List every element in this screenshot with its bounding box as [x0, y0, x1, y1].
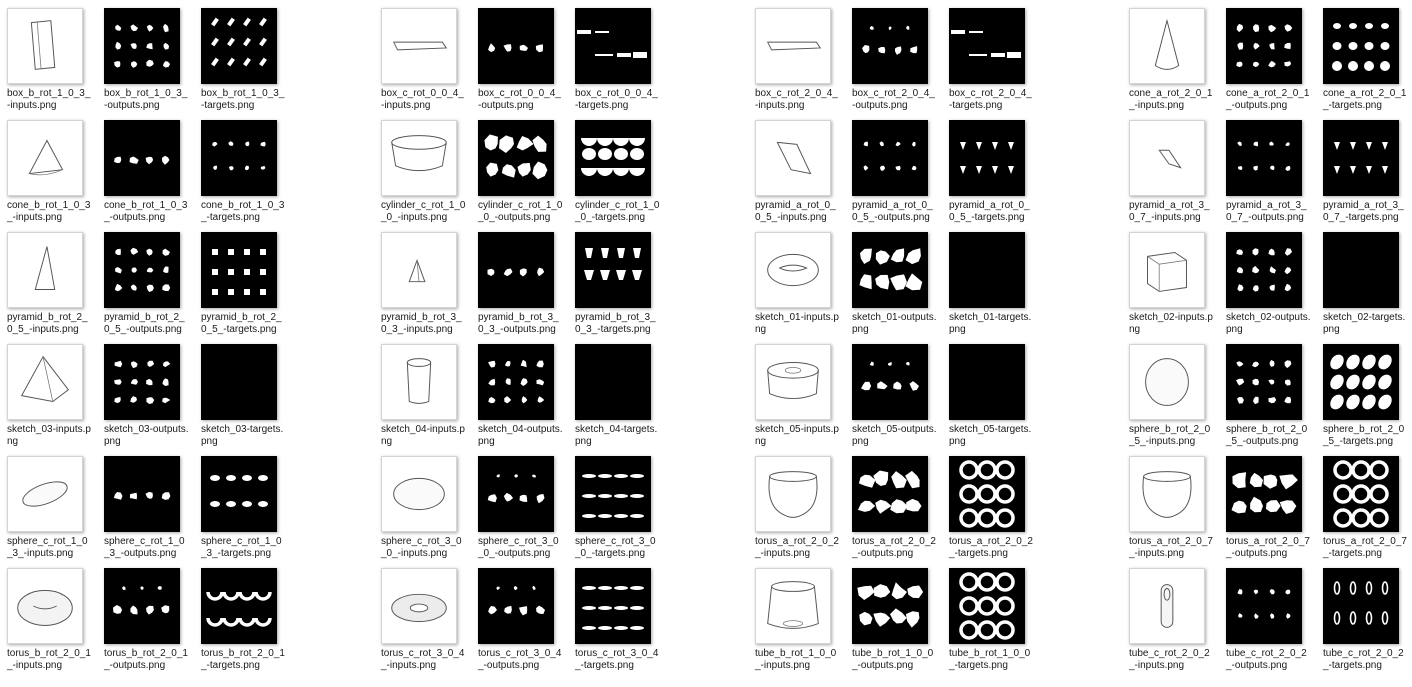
file-name: box_b_rot_1_0_3_-targets.png: [201, 88, 285, 111]
file-name: sketch_01-inputs.png: [755, 312, 839, 335]
mask-image: [852, 456, 928, 532]
file-item[interactable]: [374, 112, 466, 222]
file-thumbnail: [1323, 456, 1399, 532]
mask-image: [949, 568, 1025, 644]
file-thumbnail: [201, 344, 277, 420]
mask-image: [575, 232, 651, 308]
mask-image: [575, 456, 651, 532]
mask-image: [104, 456, 180, 532]
mask-image: [201, 456, 277, 532]
file-name: box_c_rot_2_0_4_-targets.png: [949, 88, 1032, 111]
file-thumbnail: [1323, 232, 1399, 308]
file-thumbnail: [7, 456, 83, 532]
mask-image: [478, 456, 554, 532]
file-name: torus_a_rot_2_0_7_-inputs.png: [1129, 536, 1213, 559]
file-item[interactable]: [471, 112, 563, 222]
mask-image: [575, 8, 651, 84]
file-item[interactable]: [194, 0, 286, 110]
mask-image: [949, 456, 1025, 532]
file-name: torus_a_rot_2_0_2_-targets.png: [949, 536, 1033, 559]
file-thumbnail: [1226, 8, 1302, 84]
file-item[interactable]: [942, 448, 1034, 558]
file-thumbnail: [1226, 568, 1302, 644]
file-name: cone_b_rot_1_0_3_-targets.png: [201, 200, 285, 223]
file-name: cylinder_c_rot_1_0_0_-outputs.png: [478, 200, 563, 223]
file-name: tube_c_rot_2_0_2_-inputs.png: [1129, 648, 1210, 671]
shape-drawing: [8, 9, 82, 83]
file-item[interactable]: [845, 112, 937, 222]
file-thumbnail: [201, 568, 277, 644]
mask-image: [478, 8, 554, 84]
shape-drawing: [756, 9, 830, 83]
mask-image: [104, 120, 180, 196]
file-name: sphere_b_rot_2_0_5_-inputs.png: [1129, 424, 1211, 447]
shape-drawing: [1130, 345, 1204, 419]
mask-image: [1323, 568, 1399, 644]
file-name: sphere_c_rot_3_0_0_-inputs.png: [381, 536, 462, 559]
file-thumbnail: [852, 568, 928, 644]
file-thumbnail: [104, 8, 180, 84]
file-name: sketch_01-targets.png: [949, 312, 1032, 335]
file-item[interactable]: [568, 336, 660, 446]
file-name: tube_b_rot_1_0_0_-inputs.png: [755, 648, 837, 671]
file-item[interactable]: [748, 560, 840, 670]
file-thumbnail: [7, 232, 83, 308]
file-name: tube_c_rot_2_0_2_-outputs.png: [1226, 648, 1307, 671]
shape-drawing: [1130, 9, 1204, 83]
file-name: sketch_01-outputs.png: [852, 312, 937, 335]
file-thumbnail: [949, 456, 1025, 532]
shape-drawing: [382, 345, 456, 419]
file-name: pyramid_b_rot_2_0_5_-outputs.png: [104, 312, 185, 335]
mask-image: [575, 568, 651, 644]
file-name: pyramid_a_rot_3_0_7_-outputs.png: [1226, 200, 1307, 223]
file-thumbnail: [755, 120, 831, 196]
file-name: torus_c_rot_3_0_4_-inputs.png: [381, 648, 465, 671]
file-thumbnail: [1129, 568, 1205, 644]
file-name: box_c_rot_0_0_4_-targets.png: [575, 88, 658, 111]
file-item[interactable]: [568, 448, 660, 558]
file-item[interactable]: [942, 112, 1034, 222]
file-name: sketch_05-inputs.png: [755, 424, 839, 447]
file-name: tube_b_rot_1_0_0_-outputs.png: [852, 648, 934, 671]
file-name: sphere_c_rot_1_0_3_-outputs.png: [104, 536, 185, 559]
file-name: sphere_c_rot_3_0_0_-targets.png: [575, 536, 656, 559]
file-thumbnail: [104, 120, 180, 196]
file-item[interactable]: [374, 224, 466, 334]
file-item[interactable]: [1122, 336, 1214, 446]
file-item[interactable]: [194, 560, 286, 670]
file-item[interactable]: [471, 448, 563, 558]
file-name: box_c_rot_0_0_4_-inputs.png: [381, 88, 464, 111]
file-thumbnail: [755, 568, 831, 644]
mask-image: [1226, 456, 1302, 532]
mask-image: [1226, 568, 1302, 644]
mask-image: [478, 568, 554, 644]
mask-image: [1226, 232, 1302, 308]
file-item[interactable]: [1219, 560, 1311, 670]
file-thumbnail: [201, 456, 277, 532]
file-thumbnail: [381, 232, 457, 308]
file-name: torus_b_rot_2_0_1_-outputs.png: [104, 648, 188, 671]
file-thumbnail: [1323, 8, 1399, 84]
file-thumbnail: [478, 344, 554, 420]
file-item[interactable]: [568, 112, 660, 222]
file-item[interactable]: [0, 0, 92, 110]
file-item[interactable]: [1316, 448, 1408, 558]
file-name: torus_c_rot_3_0_4_-targets.png: [575, 648, 659, 671]
file-name: sketch_04-outputs.png: [478, 424, 563, 447]
file-thumbnail: [7, 120, 83, 196]
file-thumbnail: [575, 568, 651, 644]
file-item[interactable]: [1219, 336, 1311, 446]
file-thumbnail: [381, 568, 457, 644]
file-item[interactable]: [845, 336, 937, 446]
file-item[interactable]: [845, 0, 937, 110]
file-item[interactable]: [0, 560, 92, 670]
file-name: torus_c_rot_3_0_4_-outputs.png: [478, 648, 562, 671]
mask-image: [478, 232, 554, 308]
file-name: pyramid_a_rot_0_0_5_-inputs.png: [755, 200, 836, 223]
file-name: pyramid_a_rot_0_0_5_-targets.png: [949, 200, 1030, 223]
file-item[interactable]: [748, 0, 840, 110]
file-name: sketch_05-targets.png: [949, 424, 1032, 447]
file-thumbnail: [852, 8, 928, 84]
file-item[interactable]: [942, 224, 1034, 334]
file-item[interactable]: [942, 336, 1034, 446]
file-thumbnail: [852, 232, 928, 308]
file-item[interactable]: [845, 224, 937, 334]
file-item[interactable]: [1122, 224, 1214, 334]
mask-image: [1323, 232, 1399, 308]
shape-drawing: [8, 233, 82, 307]
file-thumbnail: [478, 8, 554, 84]
file-thumbnail: [575, 8, 651, 84]
file-thumbnail: [755, 8, 831, 84]
file-thumbnail: [1129, 344, 1205, 420]
file-thumbnail: [755, 344, 831, 420]
file-item[interactable]: [1316, 224, 1408, 334]
file-name: cone_a_rot_2_0_1_-inputs.png: [1129, 88, 1213, 111]
file-thumbnail: [1226, 232, 1302, 308]
file-name: cylinder_c_rot_1_0_0_-targets.png: [575, 200, 660, 223]
mask-image: [852, 568, 928, 644]
mask-image: [104, 232, 180, 308]
file-name: box_b_rot_1_0_3_-outputs.png: [104, 88, 188, 111]
file-thumbnail: [381, 344, 457, 420]
file-thumbnail: [104, 568, 180, 644]
shape-drawing: [382, 121, 456, 195]
file-thumbnail: [1129, 8, 1205, 84]
mask-image: [949, 232, 1025, 308]
file-item[interactable]: [374, 0, 466, 110]
file-item[interactable]: [471, 0, 563, 110]
mask-image: [201, 232, 277, 308]
file-thumbnail: [478, 232, 554, 308]
file-name: sketch_03-inputs.png: [7, 424, 91, 447]
file-thumbnail: [381, 120, 457, 196]
shape-drawing: [8, 345, 82, 419]
file-item[interactable]: [568, 0, 660, 110]
shape-drawing: [756, 233, 830, 307]
file-name: torus_a_rot_2_0_7_-targets.png: [1323, 536, 1407, 559]
file-name: pyramid_b_rot_3_0_3_-inputs.png: [381, 312, 462, 335]
file-thumbnail: [7, 344, 83, 420]
file-name: torus_a_rot_2_0_7_-outputs.png: [1226, 536, 1310, 559]
file-name: sketch_02-outputs.png: [1226, 312, 1311, 335]
mask-image: [1323, 8, 1399, 84]
file-item[interactable]: [97, 448, 189, 558]
mask-image: [575, 344, 651, 420]
mask-image: [1323, 120, 1399, 196]
file-name: cylinder_c_rot_1_0_0_-inputs.png: [381, 200, 466, 223]
file-item[interactable]: [194, 112, 286, 222]
shape-drawing: [382, 569, 456, 643]
file-item[interactable]: [748, 336, 840, 446]
file-name: cone_b_rot_1_0_3_-outputs.png: [104, 200, 188, 223]
mask-image: [104, 344, 180, 420]
file-thumbnail: [478, 456, 554, 532]
file-item[interactable]: [1219, 0, 1311, 110]
file-thumbnail: [7, 568, 83, 644]
mask-image: [1226, 344, 1302, 420]
mask-image: [201, 344, 277, 420]
file-item[interactable]: [845, 448, 937, 558]
file-thumbnail: [949, 8, 1025, 84]
mask-image: [949, 120, 1025, 196]
shape-drawing: [756, 457, 830, 531]
file-name: sketch_04-targets.png: [575, 424, 658, 447]
file-item[interactable]: [568, 560, 660, 670]
file-thumbnail: [1323, 120, 1399, 196]
file-name: sphere_b_rot_2_0_5_-outputs.png: [1226, 424, 1308, 447]
file-name: torus_b_rot_2_0_1_-targets.png: [201, 648, 285, 671]
file-item[interactable]: [374, 336, 466, 446]
file-item[interactable]: [471, 224, 563, 334]
shape-drawing: [8, 457, 82, 531]
shape-drawing: [382, 233, 456, 307]
file-thumbnail: [478, 120, 554, 196]
mask-image: [201, 568, 277, 644]
mask-image: [104, 568, 180, 644]
file-name: sphere_c_rot_3_0_0_-outputs.png: [478, 536, 559, 559]
file-name: cone_a_rot_2_0_1_-targets.png: [1323, 88, 1407, 111]
file-item[interactable]: [97, 336, 189, 446]
file-thumbnail: [104, 456, 180, 532]
file-item[interactable]: [97, 112, 189, 222]
file-thumbnail: [575, 456, 651, 532]
file-name: pyramid_b_rot_3_0_3_-outputs.png: [478, 312, 559, 335]
file-name: pyramid_a_rot_0_0_5_-outputs.png: [852, 200, 933, 223]
mask-image: [201, 8, 277, 84]
shape-drawing: [1130, 569, 1204, 643]
file-item[interactable]: [471, 560, 563, 670]
file-item[interactable]: [1316, 112, 1408, 222]
file-item[interactable]: [1122, 0, 1214, 110]
file-name: pyramid_b_rot_2_0_5_-targets.png: [201, 312, 282, 335]
file-name: box_c_rot_2_0_4_-outputs.png: [852, 88, 935, 111]
file-name: box_b_rot_1_0_3_-inputs.png: [7, 88, 91, 111]
file-thumbnail: [1226, 456, 1302, 532]
shape-drawing: [1130, 121, 1204, 195]
file-name: cone_a_rot_2_0_1_-outputs.png: [1226, 88, 1310, 111]
mask-image: [575, 120, 651, 196]
shape-drawing: [756, 569, 830, 643]
mask-image: [1323, 456, 1399, 532]
file-thumbnail: [1129, 232, 1205, 308]
shape-drawing: [756, 121, 830, 195]
file-name: sketch_04-inputs.png: [381, 424, 465, 447]
file-item[interactable]: [97, 224, 189, 334]
file-thumbnail: [949, 232, 1025, 308]
file-name: pyramid_b_rot_2_0_5_-inputs.png: [7, 312, 88, 335]
file-item[interactable]: [748, 112, 840, 222]
shape-drawing: [756, 345, 830, 419]
mask-image: [852, 8, 928, 84]
file-thumbnail: [104, 232, 180, 308]
file-thumbnail: [852, 456, 928, 532]
file-name: sketch_05-outputs.png: [852, 424, 937, 447]
file-thumbnail: [852, 120, 928, 196]
file-name: torus_b_rot_2_0_1_-inputs.png: [7, 648, 91, 671]
file-thumbnail: [201, 120, 277, 196]
file-item[interactable]: [97, 0, 189, 110]
file-item[interactable]: [1219, 448, 1311, 558]
file-name: tube_c_rot_2_0_2_-targets.png: [1323, 648, 1404, 671]
shape-drawing: [8, 569, 82, 643]
shape-drawing: [1130, 457, 1204, 531]
file-name: sketch_03-outputs.png: [104, 424, 189, 447]
file-name: cone_b_rot_1_0_3_-inputs.png: [7, 200, 91, 223]
file-item[interactable]: [942, 560, 1034, 670]
file-name: pyramid_b_rot_3_0_3_-targets.png: [575, 312, 656, 335]
file-thumbnail: [755, 232, 831, 308]
file-thumbnail: [201, 8, 277, 84]
mask-image: [478, 344, 554, 420]
file-item[interactable]: [471, 336, 563, 446]
file-thumbnail: [575, 232, 651, 308]
mask-image: [949, 8, 1025, 84]
file-thumbnail: [949, 120, 1025, 196]
file-thumbnail: [201, 232, 277, 308]
file-item[interactable]: [374, 448, 466, 558]
file-name: sphere_c_rot_1_0_3_-targets.png: [201, 536, 282, 559]
file-item[interactable]: [568, 224, 660, 334]
file-thumbnail: [478, 568, 554, 644]
mask-image: [1226, 120, 1302, 196]
mask-image: [852, 344, 928, 420]
file-thumbnail: [381, 456, 457, 532]
file-name: pyramid_a_rot_3_0_7_-inputs.png: [1129, 200, 1210, 223]
file-thumbnail: [575, 120, 651, 196]
file-thumbnail: [7, 8, 83, 84]
mask-image: [104, 8, 180, 84]
file-item[interactable]: [0, 448, 92, 558]
file-thumbnail: [949, 344, 1025, 420]
shape-drawing: [382, 9, 456, 83]
file-name: sketch_02-inputs.png: [1129, 312, 1213, 335]
file-item[interactable]: [1316, 336, 1408, 446]
shape-drawing: [8, 121, 82, 195]
shape-drawing: [382, 457, 456, 531]
file-thumbnail: [949, 568, 1025, 644]
mask-image: [1323, 344, 1399, 420]
mask-image: [478, 120, 554, 196]
file-name: torus_a_rot_2_0_2_-inputs.png: [755, 536, 839, 559]
file-item[interactable]: [194, 336, 286, 446]
file-item[interactable]: [1122, 448, 1214, 558]
file-thumbnail: [575, 344, 651, 420]
file-item[interactable]: [1219, 112, 1311, 222]
file-item[interactable]: [0, 336, 92, 446]
file-item[interactable]: [0, 112, 92, 222]
file-item[interactable]: [1219, 224, 1311, 334]
file-thumbnail: [1129, 120, 1205, 196]
mask-image: [1226, 8, 1302, 84]
file-item[interactable]: [194, 448, 286, 558]
file-name: sketch_03-targets.png: [201, 424, 284, 447]
file-thumbnail: [1226, 344, 1302, 420]
file-item[interactable]: [748, 448, 840, 558]
file-thumbnail: [755, 456, 831, 532]
file-name: box_c_rot_2_0_4_-inputs.png: [755, 88, 838, 111]
file-thumbnail: [1323, 344, 1399, 420]
file-thumbnail: [1323, 568, 1399, 644]
file-item[interactable]: [194, 224, 286, 334]
file-item[interactable]: [748, 224, 840, 334]
file-name: tube_b_rot_1_0_0_-targets.png: [949, 648, 1031, 671]
file-name: torus_a_rot_2_0_2_-outputs.png: [852, 536, 936, 559]
file-thumbnail: [1226, 120, 1302, 196]
file-item[interactable]: [374, 560, 466, 670]
file-thumbnail: [104, 344, 180, 420]
file-item[interactable]: [1316, 0, 1408, 110]
mask-image: [852, 120, 928, 196]
file-name: pyramid_a_rot_3_0_7_-targets.png: [1323, 200, 1404, 223]
file-thumbnail: [852, 344, 928, 420]
mask-image: [201, 120, 277, 196]
shape-drawing: [1130, 233, 1204, 307]
file-item[interactable]: [1122, 112, 1214, 222]
file-item[interactable]: [1122, 560, 1214, 670]
file-name: sphere_c_rot_1_0_3_-inputs.png: [7, 536, 88, 559]
file-thumbnail: [1129, 456, 1205, 532]
file-item[interactable]: [845, 560, 937, 670]
mask-image: [852, 232, 928, 308]
file-item[interactable]: [0, 224, 92, 334]
file-item[interactable]: [942, 0, 1034, 110]
mask-image: [949, 344, 1025, 420]
file-thumbnail: [381, 8, 457, 84]
file-name: sphere_b_rot_2_0_5_-targets.png: [1323, 424, 1405, 447]
file-item[interactable]: [97, 560, 189, 670]
file-name: box_c_rot_0_0_4_-outputs.png: [478, 88, 561, 111]
file-item[interactable]: [1316, 560, 1408, 670]
file-name: sketch_02-targets.png: [1323, 312, 1406, 335]
